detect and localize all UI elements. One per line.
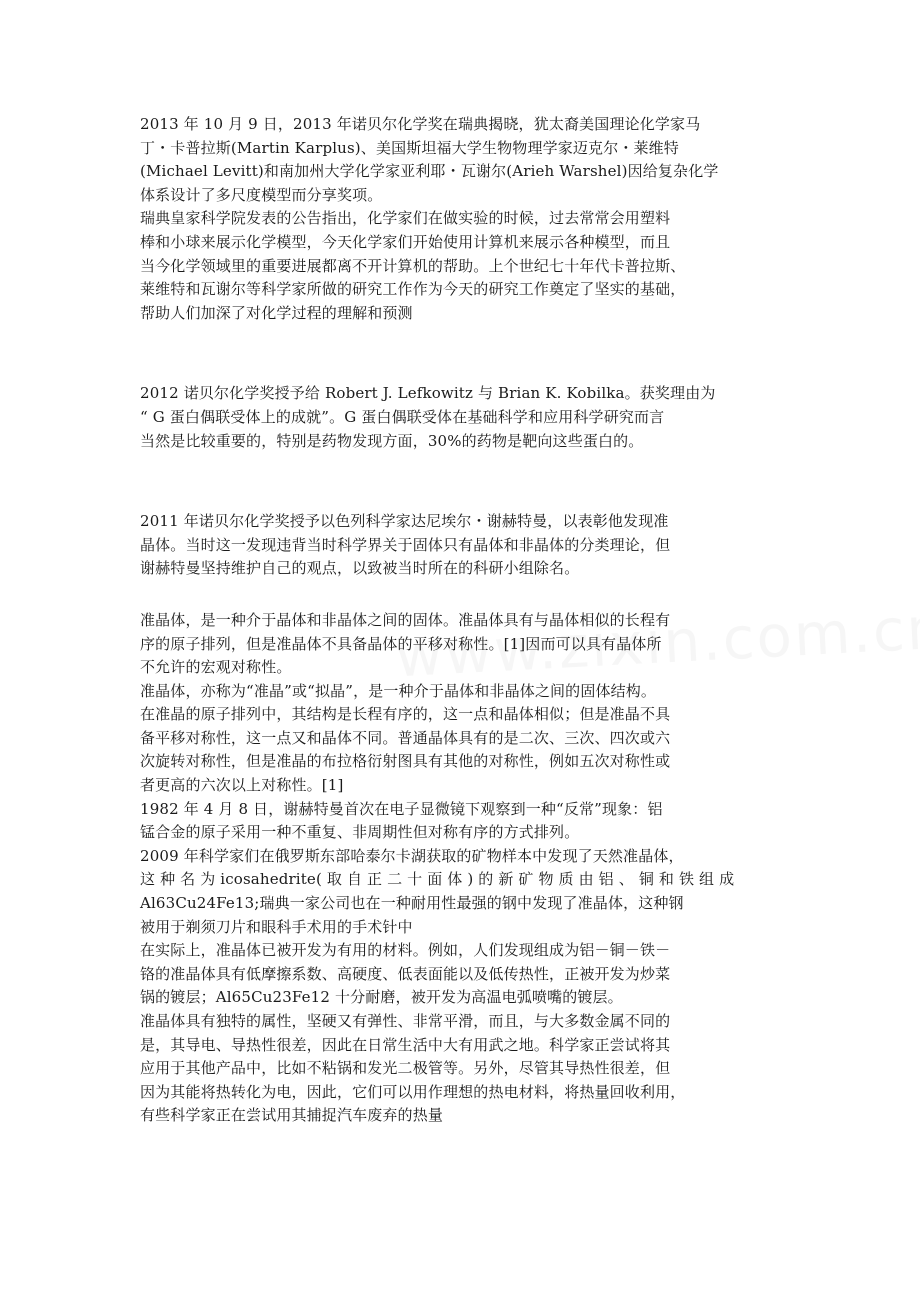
text-line: 锰合金的原子采用一种不重复、非周期性但对称有序的方式排列。 — [140, 823, 580, 842]
text-line: 应用于其他产品中，比如不粘锅和发光二极管等。另外，尽管其导热性很差，但 — [140, 1059, 671, 1078]
text-line: 在准晶的原子排列中，其结构是长程有序的，这一点和晶体相似；但是准晶不具 — [140, 705, 671, 724]
spacer — [140, 453, 790, 510]
spacer — [140, 325, 790, 382]
text-line: 这 种 名 为 icosahedrite( 取 自 正 二 十 面 体 ) 的 新 矿 物 质 由 铝 、 铜 和 铁 组 成 — [140, 870, 735, 889]
text-line: 当今化学领域里的重要进展都离不开计算机的帮助。上个世纪七十年代卡普拉斯、 — [140, 256, 686, 275]
text-line: 序的原子排列，但是准晶体不具备晶体的平移对称性。[1]因而可以具有晶体所 — [140, 634, 662, 653]
text-line: 莱维特和瓦谢尔等科学家所做的研究工作作为今天的研究工作奠定了坚实的基础， — [140, 280, 686, 299]
text-line: 锅的镀层；Al65Cu23Fe12 十分耐磨，被开发为高温电弧喷嘴的镀层。 — [140, 988, 623, 1007]
section-2011-nobel — [140, 510, 790, 581]
section-quasicrystal — [140, 609, 790, 1128]
text-line: 晶体。当时这一发现违背当时科学界关于固体只有晶体和非晶体的分类理论，但 — [140, 535, 671, 554]
text-line: 准晶体，亦称为“准晶”或“拟晶”，是一种介于晶体和非晶体之间的固体结构。 — [140, 681, 657, 700]
text-line: 被用于剃须刀片和眼科手术用的手术针中 — [140, 917, 413, 936]
section-2013-nobel — [140, 113, 790, 325]
text-line: 棒和小球来展示化学模型，今天化学家们开始使用计算机来展示各种模型，而且 — [140, 232, 671, 251]
text-line: 不允许的宏观对称性。 — [140, 658, 292, 677]
text-line: 次旋转对称性，但是准晶的布拉格衍射图具有其他的对称性，例如五次对称性或 — [140, 752, 671, 771]
text-line: 因为其能将热转化为电，因此，它们可以用作理想的热电材料，将热量回收利用， — [140, 1082, 686, 1101]
text-line: 2009 年科学家们在俄罗斯东部哈泰尔卡湖获取的矿物样本中发现了天然准晶体， — [140, 846, 684, 865]
text-line: 帮助人们加深了对化学过程的理解和预测 — [140, 303, 413, 322]
text-line: (Michael Levitt)和南加州大学化学家亚利耶・瓦谢尔(Arieh Warshel)因给复杂化学 — [140, 162, 719, 181]
text-line: 者更高的六次以上对称性。[1] — [140, 776, 344, 795]
text-line: “ G 蛋白偶联受体上的成就”。G 蛋白偶联受体在基础科学和应用科学研究而言 — [140, 407, 665, 426]
text-line: Al63Cu24Fe13;瑞典一家公司也在一种耐用性最强的钢中发现了准晶体，这种钢 — [140, 894, 684, 913]
text-line: 有些科学家正在尝试用其捕捉汽车废弃的热量 — [140, 1106, 444, 1125]
document-body — [140, 113, 790, 1128]
text-line: 铬的准晶体具有低摩擦系数、高硬度、低表面能以及低传热性，正被开发为炒菜 — [140, 964, 671, 983]
section-2012-nobel — [140, 382, 790, 453]
text-line: 谢赫特曼坚持维护自己的观点，以致被当时所在的科研小组除名。 — [140, 559, 580, 578]
text-line: 备平移对称性，这一点又和晶体不同。普通晶体具有的是二次、三次、四次或六 — [140, 728, 671, 747]
text-line: 是，其导电、导热性很差，因此在日常生活中大有用武之地。科学家正尝试将其 — [140, 1035, 671, 1054]
text-line: 丁・卡普拉斯(Martin Karplus)、美国斯坦福大学生物物理学家迈克尔・莱维特 — [140, 138, 679, 157]
text-line: 2012 诺贝尔化学奖授予给 Robert J. Lefkowitz 与 Brian K. Kobilka。获奖理由为 — [140, 384, 716, 403]
text-line: 当然是比较重要的，特别是药物发现方面，30%的药物是靶向这些蛋白的。 — [140, 431, 644, 450]
text-line: 准晶体具有独特的属性，坚硬又有弹性、非常平滑，而且，与大多数金属不同的 — [140, 1012, 671, 1030]
text-line: 1982 年 4 月 8 日，谢赫特曼首次在电子显微镜下观察到一种“反常”现象：铝 — [140, 799, 663, 818]
text-line: 瑞典皇家科学院发表的公告指出，化学家们在做实验的时候，过去常常会用塑料 — [140, 209, 671, 228]
text-line: 2011 年诺贝尔化学奖授予以色列科学家达尼埃尔・谢赫特曼，以表彰他发现准 — [140, 512, 669, 531]
text-line: 体系设计了多尺度模型而分享奖项。 — [140, 185, 383, 204]
text-line: 准晶体，是一种介于晶体和非晶体之间的固体。准晶体具有与晶体相似的长程有 — [140, 610, 671, 629]
text-line: 在实际上，准晶体已被开发为有用的材料。例如，人们发现组成为铝－铜－铁－ — [140, 941, 671, 960]
text-line: 2013 年 10 月 9 日，2013 年诺贝尔化学奖在瑞典揭晓，犹太裔美国理论化学家马 — [140, 115, 701, 133]
spacer — [140, 581, 790, 609]
